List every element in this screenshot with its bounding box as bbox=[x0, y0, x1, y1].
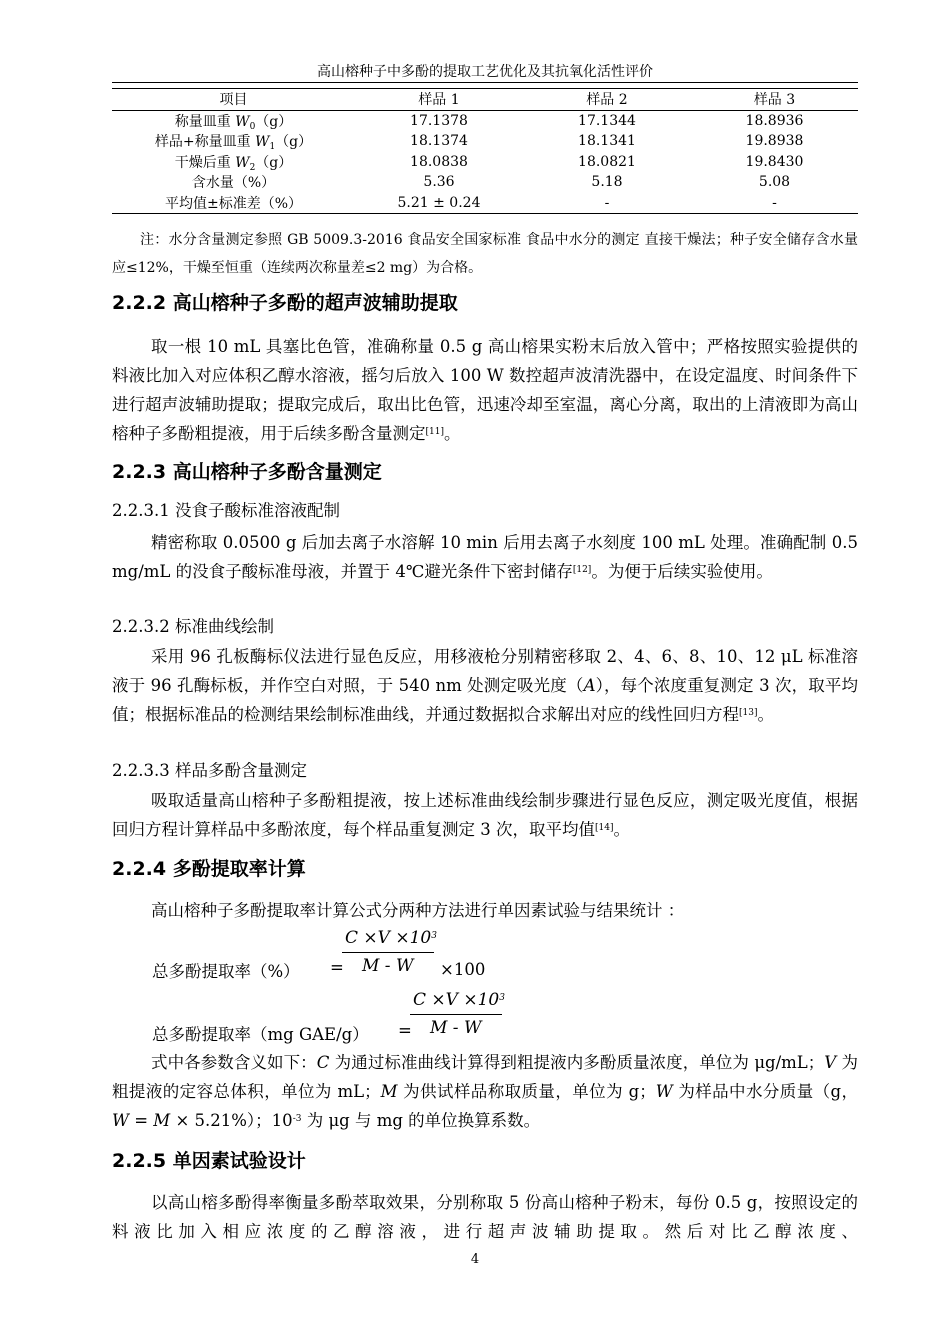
formula-label: 总多酚提取率（mg GAE/g） bbox=[152, 1025, 369, 1044]
table-cell: 19.8938 bbox=[745, 133, 804, 150]
column-header: 样品 2 bbox=[523, 89, 691, 111]
fraction-bar bbox=[342, 952, 434, 953]
row-label: 称量皿重 $W_0(g)$ bbox=[174, 113, 293, 132]
paragraph-text: 。 bbox=[443, 424, 461, 443]
paragraph-text: 取一根 10 mL 具塞比色管，准确称量 0.5 g 高山榕果实粉末后放入管中；严格按照实验提供的料液比加入对应体积乙醇水溶液，摇匀后放入 100 W 数控超声波清洗器中，在设定温度、时间条件下进行超声波辅助提取；提取完成后，取出比色管，迅速冷却至室温，离心分离，取出的上清液即为高山榕种子多酚粗提液，用于后续多酚含量测定 bbox=[112, 337, 858, 443]
variable: M bbox=[153, 1111, 171, 1130]
variable-A: A bbox=[583, 676, 596, 695]
table-note: 注：水分含量测定参照 GB 5009.3-2016 食品安全国家标准 食品中水分的测定 直接干燥法；种子安全储存含水量应≤12%，干燥至恒重（连续两次称量差≤2 mg）为合格。 bbox=[112, 232, 858, 276]
table-cell: 18.1341 bbox=[578, 133, 636, 150]
paragraph-text: 精密称取 0.0500 g 后加去离子水溶解 10 min 后用去离子水刻度 100 mL 处理。准确配制 0.5 mg/mL 的没食子酸标准母液，并置于 4℃避光条件下密封储存 bbox=[112, 533, 858, 581]
paragraph-text: 为粗提液的定容总体积，单位为 mL； bbox=[112, 1053, 859, 1101]
table-cell: - bbox=[604, 194, 610, 211]
table-header-row bbox=[112, 89, 858, 111]
paragraph-text: 。为便于后续实验使用。 bbox=[591, 562, 773, 581]
exponent: -3 bbox=[292, 1114, 302, 1124]
table-body bbox=[112, 110, 858, 214]
section-heading-2-2-5: 2.2.5 单因素试验设计 bbox=[112, 1150, 306, 1172]
column-header: 样品 1 bbox=[355, 89, 523, 111]
paragraph-2-2-2 bbox=[112, 332, 858, 448]
row-label: 干燥后重 $W_2(g)$ bbox=[174, 154, 293, 173]
fraction-numerator: $C \times V \times 10^3$ bbox=[413, 990, 505, 1010]
equals-sign: = bbox=[330, 958, 344, 977]
section-heading-2-2-3: 2.2.3 高山榕种子多酚含量测定 bbox=[112, 461, 382, 483]
equals-sign: = bbox=[398, 1021, 412, 1040]
table-cell: 5.36 bbox=[423, 174, 455, 191]
table-row bbox=[112, 110, 858, 131]
table-cell: 18.0838 bbox=[410, 153, 468, 170]
paragraph-2-2-4-intro: 高山榕种子多酚提取率计算公式分两种方法进行单因素试验与结果统计 ： bbox=[151, 901, 685, 920]
header-rule bbox=[112, 82, 858, 83]
table-row bbox=[112, 172, 858, 193]
table-cell: 19.8430 bbox=[745, 153, 804, 170]
paragraph-text: 采用 96 孔板酶标仪法进行显色反应，用移液枪分别精密移取 2、4、6、8、10、12 μL 标准溶液于 96 孔酶标板，并作空白对照，于 540 nm 处测定吸光度（ bbox=[112, 647, 858, 695]
table-cell: 18.8936 bbox=[745, 112, 804, 129]
paragraph-text: 吸取适量高山榕种子多酚粗提液，按上述标准曲线绘制步骤进行显色反应，测定吸光度值，根据回归方程计算样品中多酚浓度，每个样品重复测定 3 次，取平均值 bbox=[112, 791, 858, 839]
paragraph-2-2-5: 以高山榕多酚得率衡量多酚萃取效果，分别称取 5 份高山榕种子粉末，每份 0.5 g，按照设定的料液比加入相应浓度的乙醇溶液，进行超声波辅助提取。然后对比乙醇浓度、 bbox=[112, 1193, 858, 1241]
paragraph-text: 为供试样品称取质量，单位为 g； bbox=[397, 1082, 656, 1101]
variable: W bbox=[112, 1111, 129, 1130]
paragraph-2-2-3-3 bbox=[112, 786, 858, 844]
paragraph-text: × 5.21%）；10 bbox=[170, 1111, 293, 1130]
table-cell: 18.1374 bbox=[410, 133, 468, 150]
row-label: 含水量（%） bbox=[191, 175, 276, 192]
running-header: 高山榕种子中多酚的提取工艺优化及其抗氧化活性评价 bbox=[317, 64, 653, 80]
paragraph-2-2-4-explanation bbox=[112, 1048, 858, 1135]
citation: [12] bbox=[572, 565, 592, 575]
citation: [11] bbox=[425, 427, 444, 437]
table-cell: 5.18 bbox=[591, 174, 623, 191]
row-label: 样品+称量皿重 $W_1(g)$ bbox=[154, 134, 313, 153]
page-number: 4 bbox=[470, 1252, 480, 1267]
table-cell: 17.1378 bbox=[410, 112, 468, 129]
column-header: 项目 bbox=[112, 89, 355, 111]
table-cell: 17.1344 bbox=[578, 112, 636, 129]
table-row bbox=[112, 131, 858, 152]
table-row bbox=[112, 152, 858, 173]
subsection-heading-2-2-3-2: 2.2.3.2 标准曲线绘制 bbox=[112, 617, 274, 636]
table-row bbox=[112, 193, 858, 214]
variable: V bbox=[824, 1053, 837, 1072]
table-cell: 18.0821 bbox=[578, 153, 636, 170]
paragraph-text: 为样品中水分质量（g， bbox=[672, 1082, 858, 1101]
fraction-bar bbox=[410, 1014, 502, 1015]
moisture-table bbox=[112, 88, 858, 214]
formula-label: 总多酚提取率（%） bbox=[152, 962, 300, 981]
subsection-heading-2-2-3-1: 2.2.3.1 没食子酸标准溶液配制 bbox=[112, 501, 340, 520]
section-heading-2-2-2: 2.2.2 高山榕种子多酚的超声波辅助提取 bbox=[112, 292, 458, 314]
variable: M bbox=[380, 1082, 398, 1101]
variable: W bbox=[655, 1082, 673, 1101]
table-cell: 5.21 ± 0.24 bbox=[397, 194, 481, 211]
fraction-denominator: M - W bbox=[362, 956, 414, 976]
paragraph-2-2-3-1 bbox=[112, 528, 858, 586]
paragraph-2-2-3-2 bbox=[112, 642, 858, 729]
table-cell: - bbox=[772, 194, 777, 211]
citation: [14] bbox=[595, 823, 614, 833]
paragraph-text: 为通过标准曲线计算得到粗提液内多酚质量浓度，单位为 μg/mL； bbox=[329, 1053, 825, 1072]
variable: C bbox=[316, 1053, 330, 1072]
paragraph-text: 式中各参数含义如下： bbox=[151, 1053, 317, 1072]
fraction-numerator: $C \times V \times 10^3$ bbox=[345, 928, 437, 948]
section-heading-2-2-4: 2.2.4 多酚提取率计算 bbox=[112, 858, 306, 880]
column-header: 样品 3 bbox=[691, 89, 858, 111]
fraction-denominator: M - W bbox=[430, 1018, 482, 1038]
row-label: 平均值±标准差（%） bbox=[164, 195, 303, 212]
paragraph-text: 为 μg 与 mg 的单位换算系数。 bbox=[301, 1111, 541, 1130]
citation: [13] bbox=[739, 708, 758, 718]
paragraph-text: ），每个浓度重复测定 3 次，取平均值；根据标准品的检测结果绘制标准曲线，并通过数据拟合求解出对应的线性回归方程 bbox=[112, 676, 858, 724]
subsection-heading-2-2-3-3: 2.2.3.3 样品多酚含量测定 bbox=[112, 761, 307, 780]
multiplier: ×100 bbox=[440, 960, 486, 979]
paragraph-text: 。 bbox=[613, 820, 630, 839]
table-cell: 5.08 bbox=[758, 174, 791, 191]
paragraph-text: = bbox=[128, 1111, 154, 1130]
paragraph-text: 。 bbox=[757, 705, 774, 724]
